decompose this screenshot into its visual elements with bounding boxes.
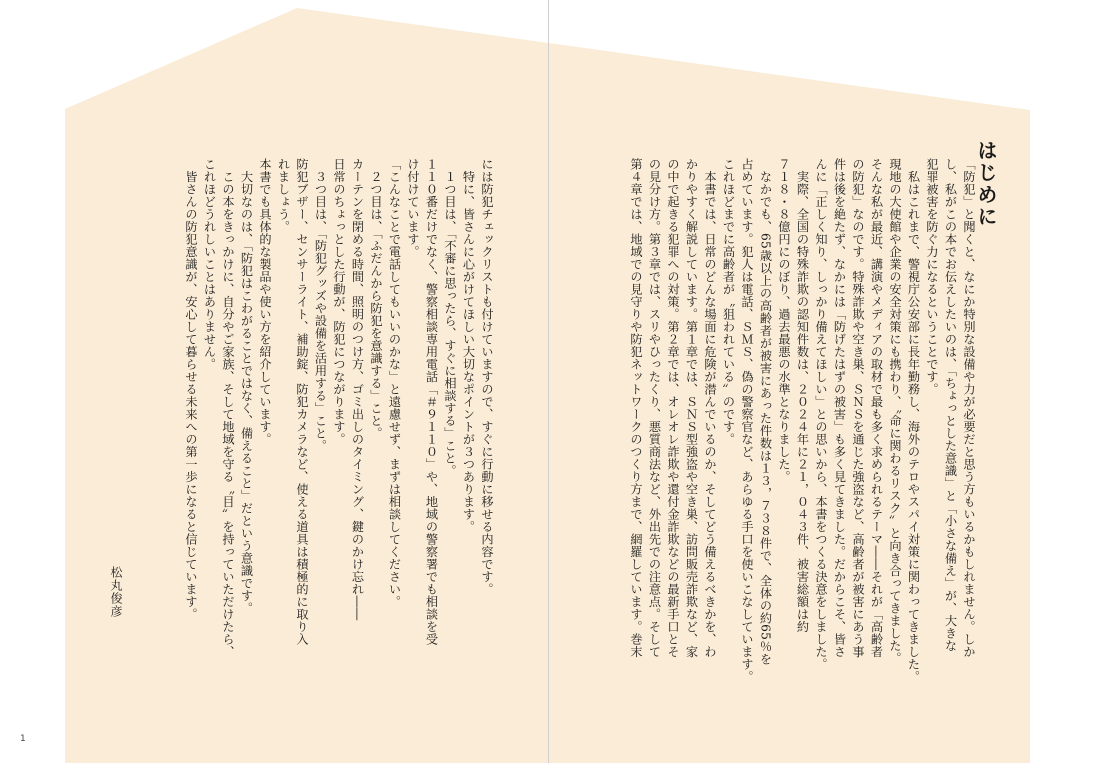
page-title: はじめに <box>974 140 998 228</box>
left-paragraph: 「こんなことで電話してもいいのかな」と遠慮せず、まずは相談してください。 <box>387 158 402 608</box>
right-paragraph: 実際、全国の特殊詐欺の認知件数は、２０２４年に２１，０４３件、被害総額は約 <box>795 158 810 633</box>
right-paragraph: 「防犯」と聞くと、なにか特別な設備や力が必要だと思う方もいるかもしれません。しか <box>962 158 976 658</box>
right-paragraph: かりやすく解説しています。第１章では、ＳＮＳ型強盗や空き巣、訪問販売詐欺など、家 <box>684 158 699 658</box>
right-page-body <box>627 158 979 683</box>
right-paragraph: の見分け方。第３章では、スリやひったくり、悪質商法など、外出先での注意点。そして <box>647 158 662 658</box>
left-paragraph: これほどうれしいことはありません。 <box>202 158 217 371</box>
right-paragraph: 犯罪被害を防ぐ力になるということです。 <box>925 158 939 396</box>
left-paragraph: 特に、皆さんに心がけてほしい大切なポイントが３つあります。 <box>461 158 476 533</box>
left-page-body <box>182 158 497 658</box>
left-paragraph: １つ目は、「不審に思ったら、すぐに相談する」こと。 <box>443 158 457 477</box>
right-paragraph: し、私がこの本でお伝えしたいのは、「ちょっとした意識」と「小さな備え」が、大きな <box>943 158 958 652</box>
page-gutter <box>548 0 549 763</box>
left-paragraph: には防犯チェックリストも付けていますので、すぐに行動に移せる内容です。 <box>480 158 494 596</box>
left-paragraph: １１０番だけでなく、警察相談専用電話「＃９１１０」や、地域の警察署でも相談を受 <box>424 158 439 646</box>
author-signature: 松丸俊彦 <box>109 566 123 618</box>
left-paragraph: け付けています。 <box>406 158 420 258</box>
right-paragraph: なかでも、65歳以上の高齢者が被害にあった件数は１３，７３８件で、全体の約65％を <box>758 158 773 666</box>
right-paragraph: 占めています。犯人は電話、ＳＭＳ、偽の警察官など、あらゆる手口を使いこなしています。 <box>740 158 754 683</box>
left-paragraph: カーテンを閉める時間、照明のつけ方、ゴミ出しのタイミング、鍵のかけ忘れ―― <box>350 158 365 621</box>
right-paragraph: 私はこれまで、警視庁公安部に長年勤務し、海外のテロやスパイ対策に関わってきました。 <box>906 158 921 683</box>
right-paragraph: 第４章では、地域での見守りや防犯ネットワークのつくり方まで、網羅しています。巻末 <box>629 158 643 658</box>
right-paragraph: 本書では、日常のどんな場面に危険が潜んでいるのか、そしてどう備えるべきかを、わ <box>703 158 717 658</box>
right-paragraph: ７１８・８億円にのぼり、過去最悪の水準となりました。 <box>777 158 791 483</box>
left-paragraph: 大切なのは、「防犯はこわがることではなく、備えること」だという意識です。 <box>239 158 254 615</box>
left-paragraph: れましょう。 <box>276 158 291 233</box>
right-paragraph: これほどまでに高齢者が〝狙われている〟のです。 <box>721 158 736 446</box>
left-paragraph: 本書でも具体的な製品や使い方を紹介しています。 <box>258 158 272 446</box>
left-paragraph: 防犯ブザー、センサーライト、補助錠、防犯カメラなど、使える道具は積極的に取り入 <box>295 158 309 646</box>
right-paragraph: 現地の大使館や企業の安全対策にも携わり、〝命に関わるリスク〟と向き合ってきました。 <box>888 158 902 665</box>
right-paragraph: そんな私が最近、講演やメディアの取材で最も多く求められるテーマ――それが「高齢者 <box>869 158 884 658</box>
left-paragraph: ３つ目は、「防犯グッズや設備を活用する」こと。 <box>313 158 328 452</box>
page-number: 1 <box>20 734 26 744</box>
right-paragraph: の中で起きる犯罪への対策。第２章では、オレオレ詐欺や還付金詐欺などの最新手口とそ <box>666 158 680 658</box>
right-paragraph: 件は後を絶たず、なかには「防げたはずの被害」も多く見てきました。だからこそ、皆さ <box>832 158 847 658</box>
left-paragraph: ２つ目は、「ふだんから防犯を意識する」こと。 <box>369 158 383 440</box>
left-paragraph: 日常のちょっとした行動が、防犯につながります。 <box>332 158 346 446</box>
left-paragraph: この本をきっかけに、自分やご家族、そして地域を守る〝目〟を持っていただけたら、 <box>221 158 235 658</box>
right-paragraph: んに「正しく知り、しっかり備えてほしい」との思いから、本書をつくる決意をしました。 <box>814 158 828 671</box>
left-paragraph: 皆さんの防犯意識が、安心して暮らせる未来への第一歩になると信じています。 <box>184 158 198 621</box>
right-paragraph: の防犯」なのです。特殊詐欺や空き巣、ＳＮＳを通じた強盗など、高齢者が被害にあう事 <box>851 158 865 658</box>
